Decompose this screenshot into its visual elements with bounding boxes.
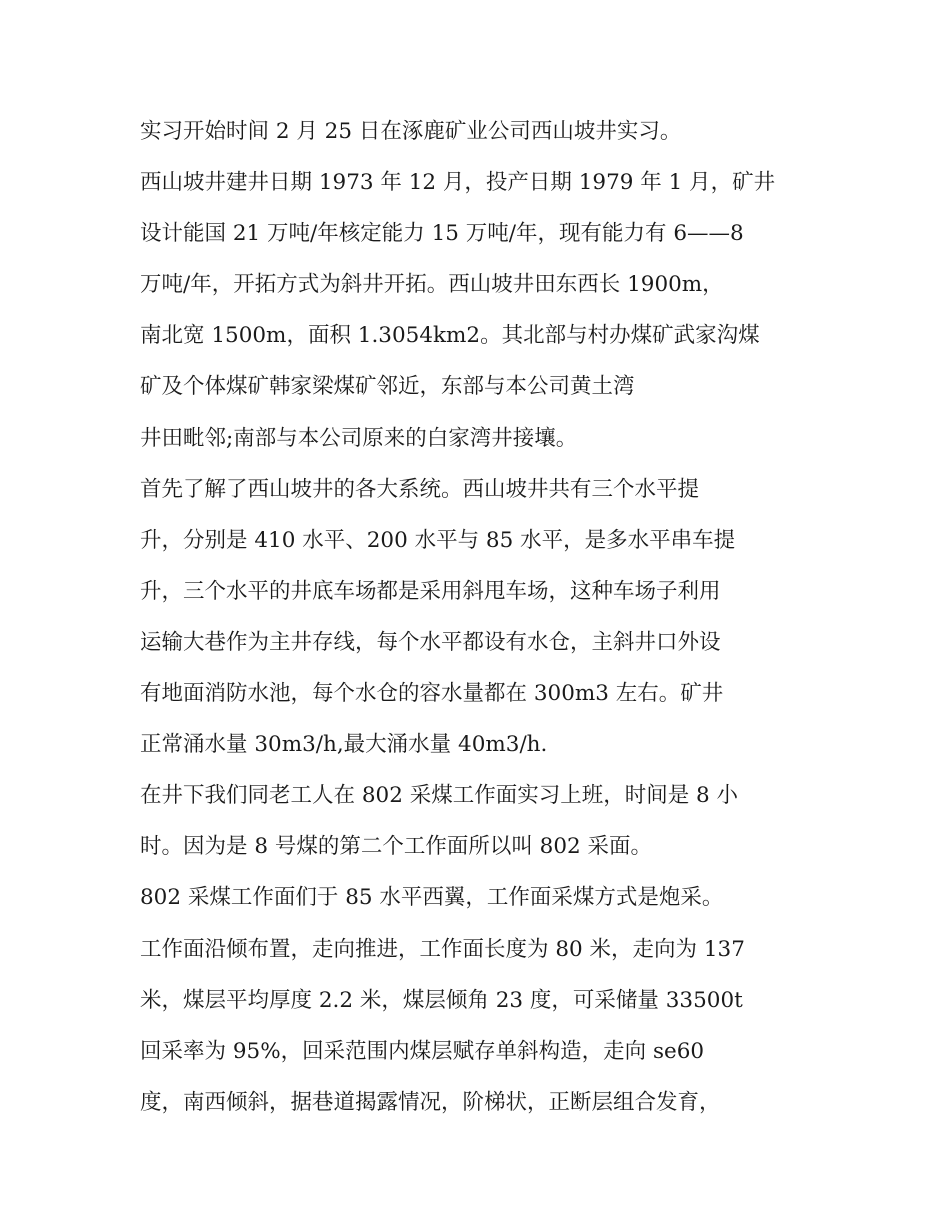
text-line: 有地面消防水池，每个水仓的容水量都在 300m3 左右。矿井 bbox=[140, 681, 724, 707]
text-line: 设计能国 21 万吨/年核定能力 15 万吨/年，现有能力有 6——8 bbox=[140, 221, 744, 247]
text-line: 万吨/年，开拓方式为斜井开拓。西山坡井田东西长 1900m， bbox=[140, 272, 724, 298]
text-line: 工作面沿倾布置，走向推进，工作面长度为 80 米，走向为 137 bbox=[140, 936, 745, 962]
text-line: 时。因为是 8 号煤的第二个工作面所以叫 802 采面。 bbox=[140, 834, 653, 860]
text-line: 南北宽 1500m，面积 1.3054km2。其北部与村办煤矿武家沟煤 bbox=[140, 323, 760, 349]
text-line: 矿及个体煤矿韩家梁煤矿邻近，东部与本公司黄土湾 bbox=[140, 374, 635, 400]
text-line: 升，三个水平的井底车场都是采用斜甩车场，这种车场子利用 bbox=[140, 578, 721, 604]
text-line: 运输大巷作为主井存线，每个水平都设有水仓，主斜井口外设 bbox=[140, 629, 721, 655]
body-text bbox=[140, 106, 830, 1128]
text-line: 回采率为 95%，回采范围内煤层赋存单斜构造，走向 se60 bbox=[140, 1038, 705, 1064]
text-line: 米，煤层平均厚度 2.2 米，煤层倾角 23 度，可采储量 33500t bbox=[140, 987, 743, 1013]
text-line: 实习开始时间 2 月 25 日在涿鹿矿业公司西山坡井实习。 bbox=[140, 119, 682, 144]
text-line: 度，南西倾斜，据巷道揭露情况，阶梯状，正断层组合发育， bbox=[140, 1089, 721, 1115]
text-line: 井田毗邻;南部与本公司原来的白家湾井接壤。 bbox=[140, 425, 578, 451]
text-line: 首先了解了西山坡井的各大系统。西山坡井共有三个水平提 bbox=[140, 476, 700, 502]
text-line: 802 采煤工作面们于 85 水平西翼，工作面采煤方式是炮采。 bbox=[140, 885, 724, 911]
text-line: 在井下我们同老工人在 802 采煤工作面实习上班，时间是 8 小 bbox=[140, 783, 739, 809]
text-line: 升，分别是 410 水平、200 水平与 85 水平，是多水平串车提 bbox=[140, 527, 736, 553]
text-line: 正常涌水量 30m3/h,最大涌水量 40m3/h. bbox=[140, 732, 548, 758]
text-line: 西山坡井建井日期 1973 年 12 月，投产日期 1979 年 1 月，矿井 bbox=[140, 170, 776, 196]
